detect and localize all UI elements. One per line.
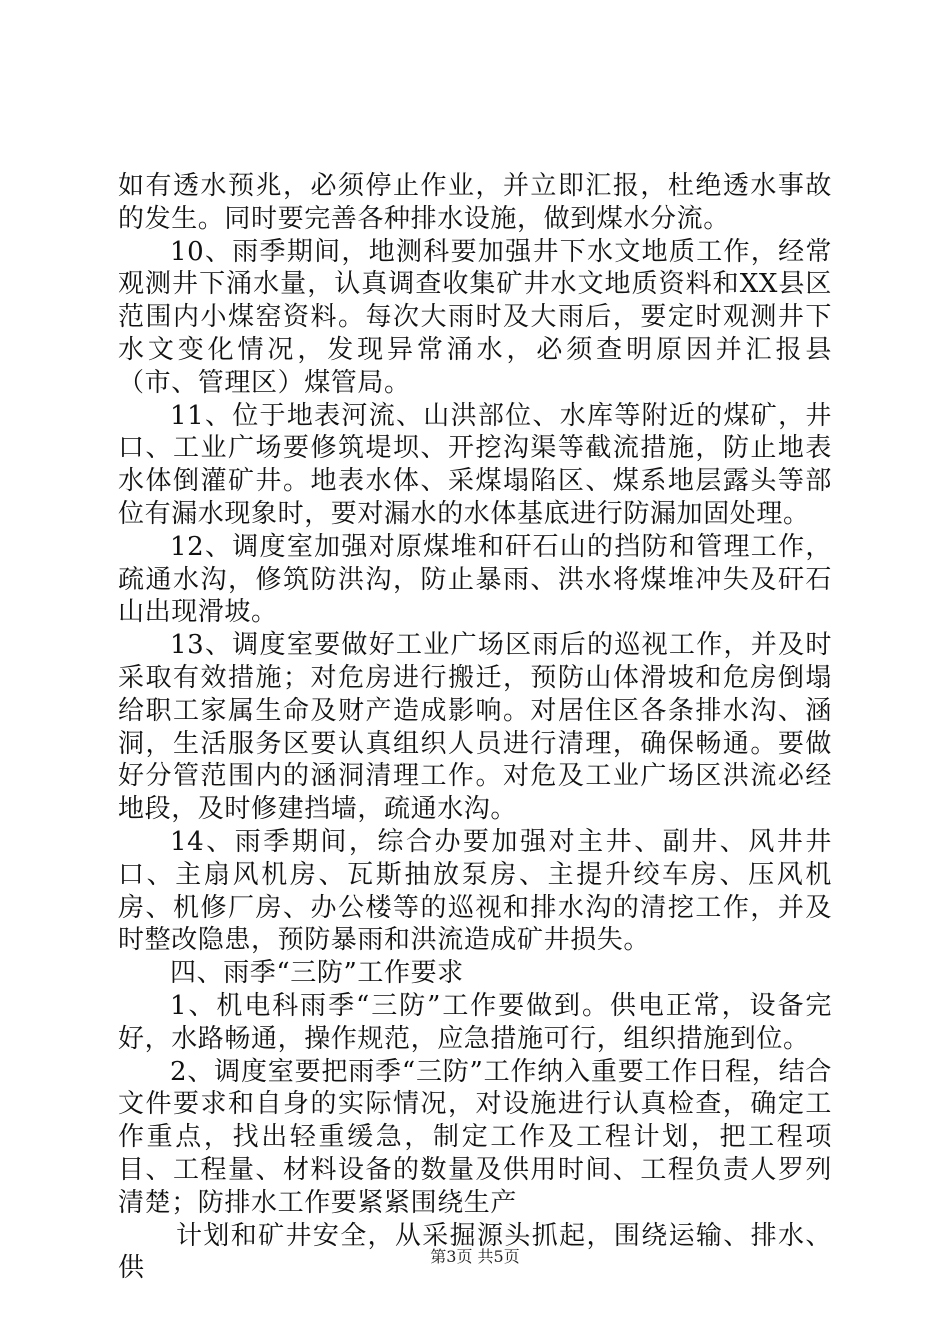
requirement-item-1: 1、机电科雨季“三防”工作要做到。供电正常，设备完好，水路畅通，操作规范，应急措施可行，组织措施到位。 xyxy=(118,990,832,1054)
paragraph-item-14: 14、雨季期间，综合办要加强对主井、副井、风井井口、主扇风机房、瓦斯抽放泵房、主提升绞车房、压风机房、机修厂房、办公楼等的巡视和排水沟的清挖工作，并及时整改隐患，预防暴雨和洪流造成矿井损失。 xyxy=(118,826,832,956)
paragraph-item-11: 11、位于地表河流、山洪部位、水库等附近的煤矿，井口、工业广场要修筑堤坝、开挖沟渠等截流措施，防止地表水体倒灌矿井。地表水体、采煤塌陷区、煤系地层露头等部位有漏水现象时，要对漏水的水体基底进行防漏加固处理。 xyxy=(118,400,832,529)
document-body xyxy=(118,170,832,1285)
paragraph-item-13: 13、调度室要做好工业广场区雨后的巡视工作，并及时采取有效措施；对危房进行搬迁，预防山体滑坡和危房倒塌给职工家属生命及财产造成影响。对居住区各条排水沟、涵洞，生活服务区要认真组织人员进行清理，确保畅通。要做好分管范围内的涵洞清理工作。对危及工业广场区洪流必经地段，及时修建挡墙，疏通水沟。 xyxy=(118,630,832,825)
paragraph-item-10: 10、雨季期间，地测科要加强井下水文地质工作，经常观测井下涌水量，认真调查收集矿井水文地质资料和XX县区范围内小煤窑资料。每次大雨时及大雨后，要定时观测井下水文变化情况，发现异常涌水，必须查明原因并汇报县（市、管理区）煤管局。 xyxy=(118,236,832,398)
section-heading-4: 四、雨季“三防”工作要求 xyxy=(170,958,464,989)
requirement-item-2-continued: 计划和矿井安全，从采掘源头抓起，围绕运输、排水、供 xyxy=(118,1220,832,1284)
page-footer xyxy=(0,1247,950,1267)
paragraph-item-12: 12、调度室加强对原煤堆和矸石山的挡防和管理工作，疏通水沟，修筑防洪沟，防止暴雨、洪水将煤堆冲失及矸石山出现滑坡。 xyxy=(118,531,832,628)
requirement-item-2: 2、调度室要把雨季“三防”工作纳入重要工作日程，结合文件要求和自身的实际情况，对设施进行认真检查，确定工作重点，找出轻重缓急，制定工作及工程计划，把工程项目、工程量、材料设备的数量及供用时间、工程负责人罗列清楚；防排水工作要紧紧围绕生产 xyxy=(118,1056,832,1218)
page-number-label: 第3页 共5页 xyxy=(430,1247,520,1266)
paragraph-continuation: 如有透水预兆，必须停止作业，并立即汇报，杜绝透水事故的发生。同时要完善各种排水设施，做到煤水分流。 xyxy=(118,171,832,234)
